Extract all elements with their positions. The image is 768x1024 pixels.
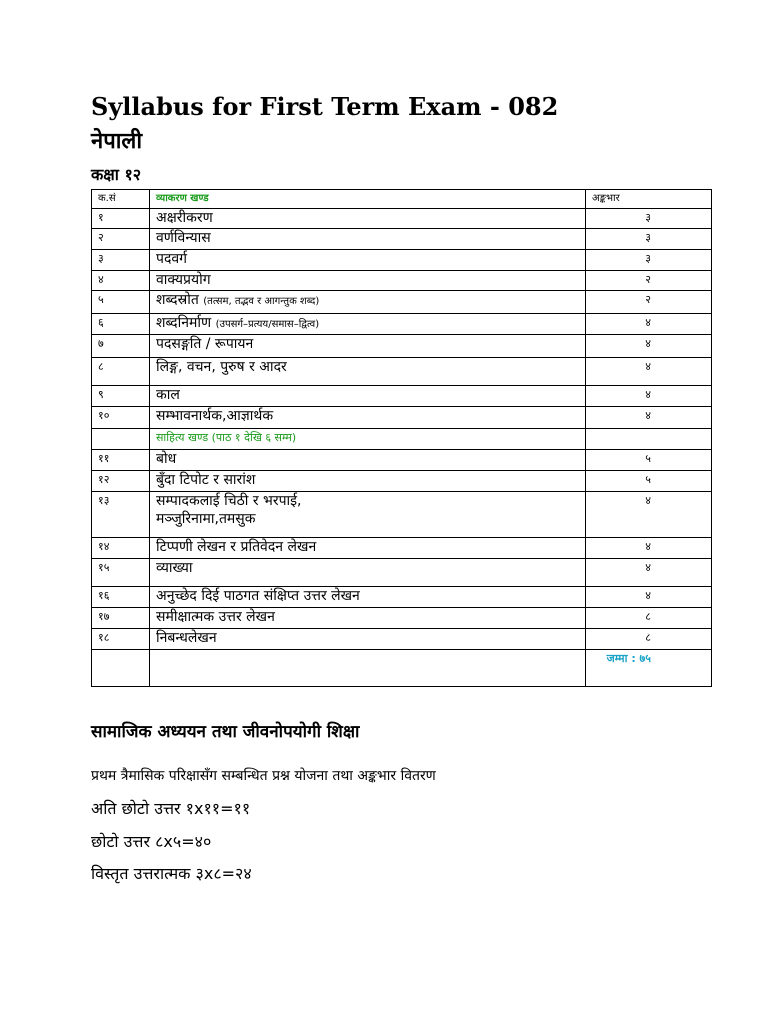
row-sn: १८ — [92, 629, 150, 650]
header-grammar-section: व्याकरण खण्ड — [150, 190, 586, 209]
row-topic — [150, 492, 586, 538]
row-topic-line: मञ्जुरिनामा,तमसुक — [156, 511, 256, 527]
row-marks: ३ — [586, 250, 712, 271]
header-marks: अङ्कभार — [586, 190, 712, 209]
table-row — [92, 471, 712, 492]
table-row — [92, 271, 712, 291]
literature-section-row — [92, 429, 712, 450]
row-topic: बोध — [150, 450, 586, 471]
row-sn: १५ — [92, 559, 150, 587]
row-sn: ४ — [92, 271, 150, 291]
row-sn: १० — [92, 407, 150, 429]
literature-section-heading: साहित्य खण्ड (पाठ १ देखि ६ सम्म) — [150, 429, 586, 450]
row-topic-note: (तत्सम, तद्भव र आगन्तुक शब्द) — [203, 296, 320, 307]
question-plan-intro: प्रथम त्रैमासिक परिक्षासँग सम्बन्धित प्रश्न योजना तथा अङ्कभार वितरण — [91, 768, 436, 784]
row-sn: १४ — [92, 538, 150, 559]
table-row — [92, 291, 712, 314]
table-row — [92, 229, 712, 250]
row-topic: अक्षरीकरण — [150, 209, 586, 229]
total-row — [92, 650, 712, 687]
row-topic: टिप्पणी लेखन र प्रतिवेदन लेखन — [150, 538, 586, 559]
row-sn: १७ — [92, 608, 150, 629]
section-heading: सामाजिक अध्ययन तथा जीवनोपयोगी शिक्षा — [91, 722, 360, 742]
empty-cell — [92, 650, 150, 687]
row-marks: ८ — [586, 608, 712, 629]
row-marks: ४ — [586, 559, 712, 587]
row-sn: ७ — [92, 335, 150, 358]
row-marks: ४ — [586, 386, 712, 407]
table-row — [92, 538, 712, 559]
row-marks: ४ — [586, 314, 712, 335]
row-topic: समीक्षात्मक उत्तर लेखन — [150, 608, 586, 629]
row-marks: ५ — [586, 471, 712, 492]
class-label: कक्षा १२ — [91, 165, 142, 184]
row-sn: ८ — [92, 358, 150, 386]
table-row — [92, 386, 712, 407]
row-topic — [150, 291, 586, 314]
row-sn: १६ — [92, 587, 150, 608]
row-marks: ४ — [586, 335, 712, 358]
row-marks: ४ — [586, 587, 712, 608]
row-marks: २ — [586, 291, 712, 314]
table-row — [92, 407, 712, 429]
row-sn: ५ — [92, 291, 150, 314]
header-sn: क.सं — [92, 190, 150, 209]
row-marks: ८ — [586, 629, 712, 650]
row-marks: ५ — [586, 450, 712, 471]
table-row — [92, 358, 712, 386]
row-sn: २ — [92, 229, 150, 250]
row-topic: काल — [150, 386, 586, 407]
table-row — [92, 335, 712, 358]
long-answer-line: विस्तृत उत्तरात्मक ३x८=२४ — [91, 864, 252, 883]
row-marks: ४ — [586, 538, 712, 559]
empty-cell — [150, 650, 586, 687]
table-row — [92, 492, 712, 538]
syllabus-table — [91, 189, 712, 687]
row-topic-note: (उपसर्ग–प्रत्यय/समास–द्वित्व) — [215, 319, 320, 330]
row-topic-line: सम्पादकलाई चिठी र भरपाई, — [156, 493, 302, 509]
row-sn: ३ — [92, 250, 150, 271]
row-topic: व्याख्या — [150, 559, 586, 587]
row-marks: ३ — [586, 229, 712, 250]
table-row — [92, 314, 712, 335]
table-row — [92, 209, 712, 229]
total-marks: जम्मा : ७५ — [586, 650, 712, 687]
table-row — [92, 587, 712, 608]
row-sn: ११ — [92, 450, 150, 471]
empty-cell — [586, 429, 712, 450]
table-header-row — [92, 190, 712, 209]
row-topic: पदवर्ग — [150, 250, 586, 271]
row-sn: ६ — [92, 314, 150, 335]
short-answer-line: छोटो उत्तर ८x५=४० — [91, 832, 212, 851]
row-topic: अनुच्छेद दिई पाठगत संक्षिप्त उत्तर लेखन — [150, 587, 586, 608]
row-topic: पदसङ्गति / रूपायन — [150, 335, 586, 358]
subject-heading: नेपाली — [91, 129, 143, 154]
empty-cell — [92, 429, 150, 450]
row-topic: निबन्धलेखन — [150, 629, 586, 650]
row-topic — [150, 314, 586, 335]
table-row — [92, 450, 712, 471]
row-sn: ९ — [92, 386, 150, 407]
very-short-answer-line: अति छोटो उत्तर १x११=११ — [91, 799, 251, 818]
table-row — [92, 608, 712, 629]
row-topic: लिङ्ग, वचन, पुरुष र आदर — [150, 358, 586, 386]
row-marks: ४ — [586, 407, 712, 429]
page-title: Syllabus for First Term Exam - 082 — [91, 92, 559, 121]
row-marks: ४ — [586, 358, 712, 386]
row-topic: बुँदा टिपोट र सारांश — [150, 471, 586, 492]
row-sn: १२ — [92, 471, 150, 492]
row-topic-main: शब्दस्रोत — [156, 292, 199, 308]
row-topic: वाक्यप्रयोग — [150, 271, 586, 291]
row-topic: वर्णविन्यास — [150, 229, 586, 250]
table-row — [92, 559, 712, 587]
row-marks: २ — [586, 271, 712, 291]
row-marks: ४ — [586, 492, 712, 538]
row-sn: १३ — [92, 492, 150, 538]
row-topic: सम्भावनार्थक,आज्ञार्थक — [150, 407, 586, 429]
table-row — [92, 629, 712, 650]
row-topic-main: शब्दनिर्माण — [156, 315, 212, 331]
row-marks: ३ — [586, 209, 712, 229]
table-row — [92, 250, 712, 271]
row-sn: १ — [92, 209, 150, 229]
